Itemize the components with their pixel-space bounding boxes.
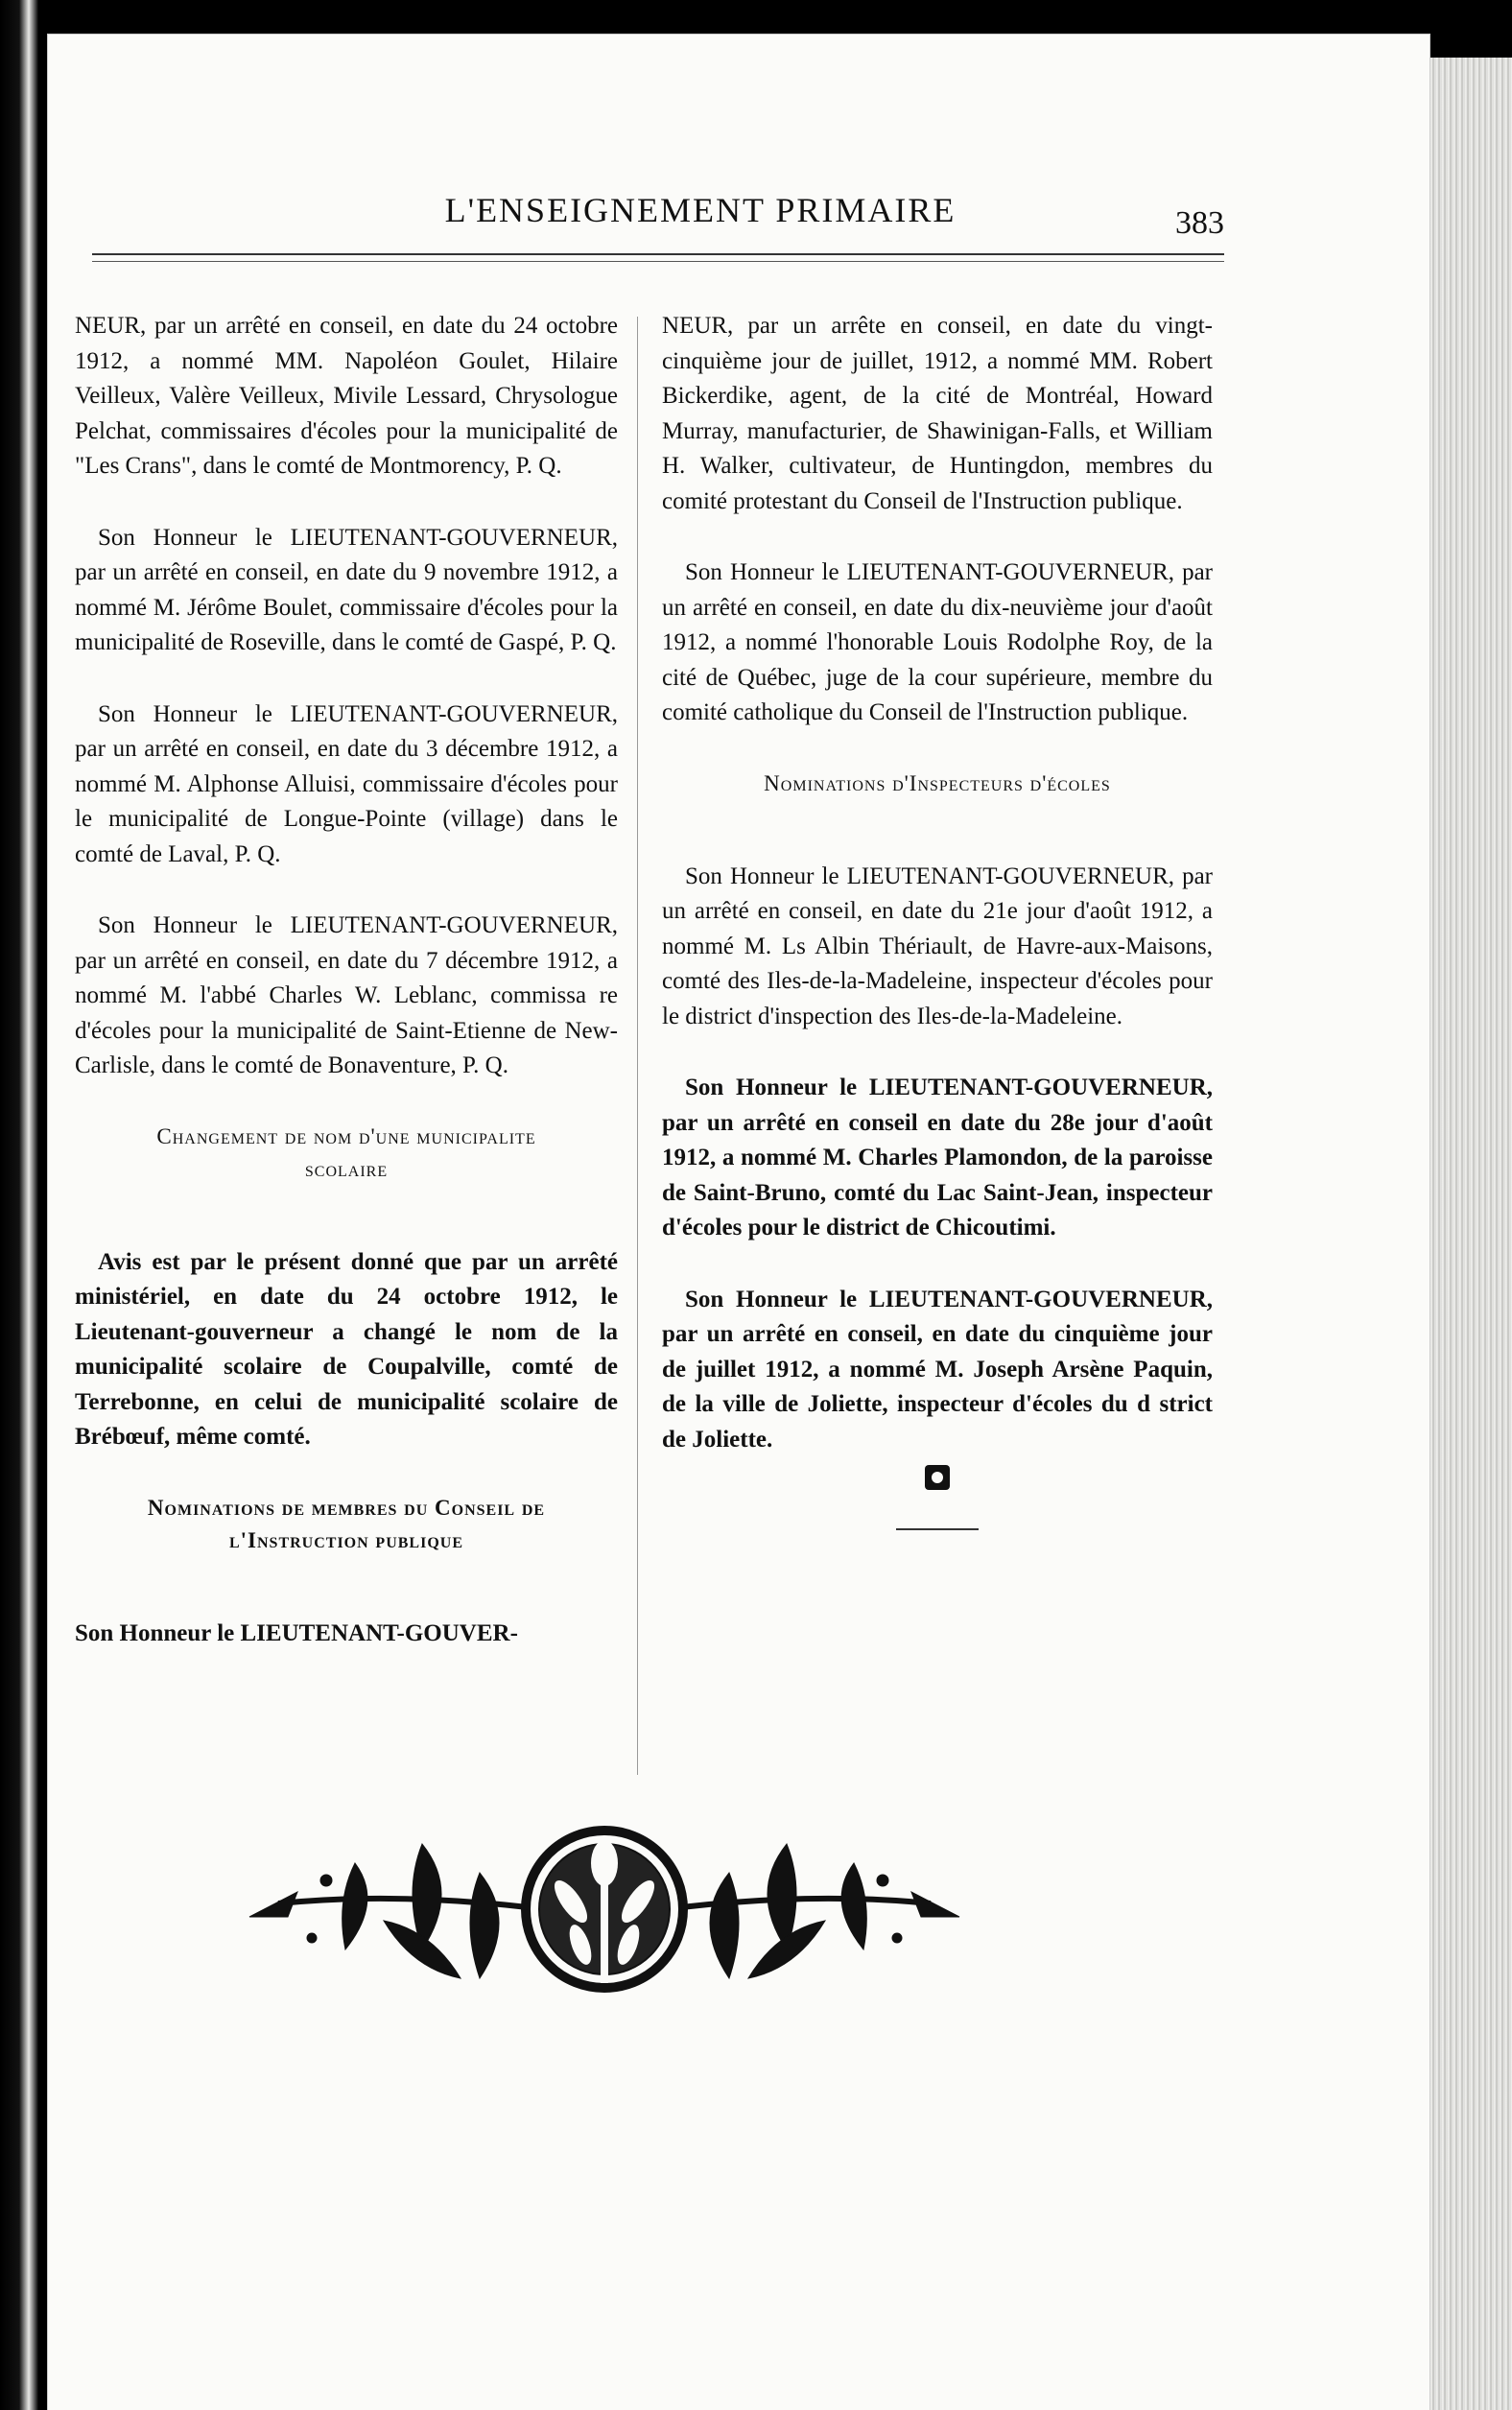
section-title-line: Nominations de membres du Conseil de [147, 1495, 546, 1520]
floral-tailpiece-icon [240, 1825, 969, 1997]
section-title-line: scolaire [304, 1156, 389, 1181]
section-title-inspector-nominations: Nominations d'Inspecteurs d'écoles [764, 770, 1111, 795]
running-head: L'ENSEIGNEMENT PRIMAIRE [444, 191, 957, 229]
paragraph: Son Honneur le LIEUTENANT-GOUVERNEUR, par un arrêté en conseil, en date du 7 décembre 1912, a nommé M. l'abbé Charles W. Leblanc, commissa re d'écoles pour la municipalité de Saint-Etienne de New-Carlisle, dans le comté de Bonaventure, P. Q. [75, 912, 618, 1078]
column-divider [637, 317, 638, 1775]
header-rule [92, 253, 1224, 262]
section-title-line: l'Instruction publique [228, 1527, 464, 1552]
end-rule [896, 1528, 979, 1530]
page-number: 383 [1175, 205, 1224, 241]
section-title-council-nominations [75, 1492, 618, 1557]
paragraph: Son Honneur le LIEUTENANT-GOUVERNEUR, par un arrêté en conseil, en date du dix-neuvième jour d'août 1912, a nommé l'honorable Louis Rodolphe Roy, de la cité de Québec, juge de la cour supérieure, membre du comité catholique du Conseil de l'Instruction publique. [662, 559, 1213, 725]
section-title-line: Changement de nom d'une municipalite [156, 1123, 536, 1148]
paragraph: Son Honneur le LIEUTENANT-GOUVER- [75, 1619, 518, 1646]
book-spine [0, 0, 48, 2410]
paragraph: Son Honneur le LIEUTENANT-GOUVERNEUR, par un arrêté en conseil, en date du 9 novembre 1912, a nommé M. Jérôme Boulet, commissaire d'écoles pour la municipalité de Roseville, dans le comté de Gaspé, P. Q. [75, 524, 618, 655]
section-title-name-change [75, 1121, 618, 1186]
paragraph: Son Honneur le LIEUTENANT-GOUVERNEUR, par un arrêté en conseil, en date du 3 décembre 1912, a nommé M. Alphonse Alluisi, commissaire d'écoles pour le municipalité de Longue-Pointe (village) dans le comté de Laval, P. Q. [75, 700, 618, 867]
paragraph: Son Honneur le LIEUTENANT-GOUVERNEUR, par un arrêté en conseil, en date du cinquième jour de juillet 1912, a nommé M. Joseph Arsène Paquin, de la ville de Joliette, inspecteur d'écoles du d strict de Joliette. [662, 1286, 1213, 1453]
paragraph: NEUR, par un arrête en conseil, en date du vingt-cinquième jour de juillet, 1912, a nommé MM. Robert Bickerdike, agent, de la cité de Montréal, Howard Murray, manufacturier, de Shawinigan-Falls, et William H. Walker, cultivateur, de Huntingdon, membres du comité protestant du Conseil de l'Instruction publique. [662, 313, 1213, 514]
paragraph: Son Honneur le LIEUTENANT-GOUVERNEUR, par un arrêté en conseil, en date du 21e jour d'août 1912, a nommé M. Ls Albin Thériault, de Havre-aux-Maisons, comté des Iles-de-la-Madeleine, inspecteur d'écoles pour le district d'inspection des Iles-de-la-Madeleine. [662, 862, 1213, 1029]
left-column [75, 309, 618, 1688]
end-square-icon [925, 1465, 950, 1490]
paragraph: NEUR, par un arrêté en conseil, en date du 24 octobre 1912, a nommé MM. Napoléon Goulet, Hilaire Veilleux, Valère Veilleux, Mivile Lessard, Chrysologue Pelchat, commissaires d'écoles pour la municipalité de "Les Crans", dans le comté de Montmorency, P. Q. [75, 313, 618, 479]
right-column [662, 309, 1213, 1530]
paragraph: Son Honneur le LIEUTENANT-GOUVERNEUR, par un arrêté en conseil en date du 28e jour d'août 1912, a nommé M. Charles Plamondon, de la paroisse de Saint-Bruno, comté du Lac Saint-Jean, inspecteur d'écoles pour le district de Chicoutimi. [662, 1075, 1213, 1240]
page-edges [1429, 58, 1512, 2410]
paragraph: Avis est par le présent donné que par un arrêté ministériel, en date du 24 octobre 1912, le Lieutenant-gouverneur a changé le nom de la municipalité scolaire de Coupalville, comté de Terrebonne, en celui de municipalité scolaire de Brébœuf, même comté. [75, 1248, 618, 1450]
